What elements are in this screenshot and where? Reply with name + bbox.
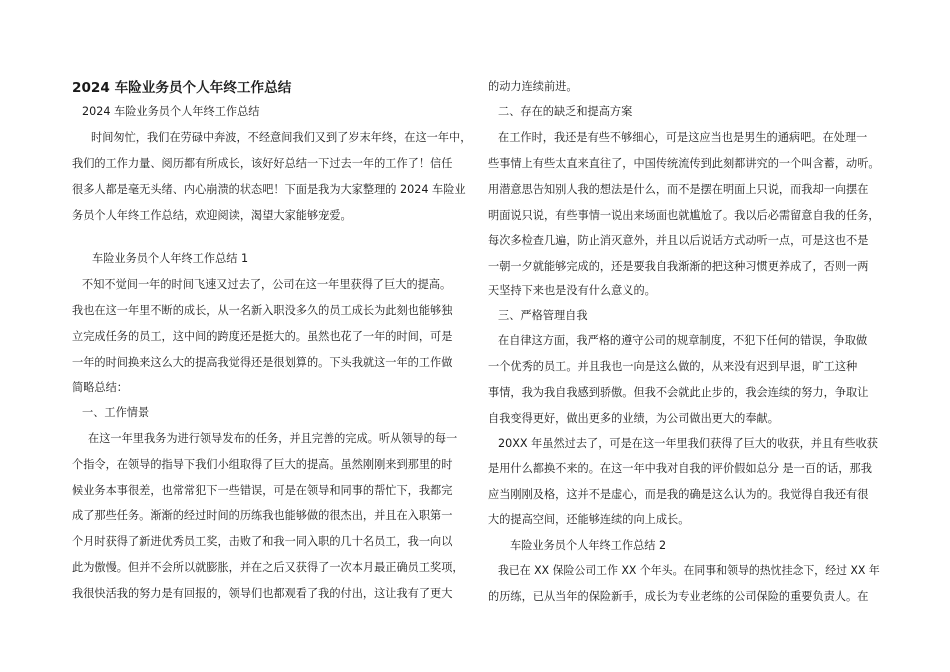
- paragraph-line: 自我变得更好，做出更多的业绩，为公司做出更大的奉献。: [488, 412, 779, 425]
- paragraph-line: 用潜意思告知别人我的想法是什么，而不是摆在明面上只说，而我却一向摆在: [488, 183, 869, 196]
- paragraph-line: 简略总结：: [72, 381, 128, 394]
- paragraph-line: 候业务本事很差，也常常犯下一些错误，可是在领导和同事的帮忙下，我都完: [72, 484, 453, 497]
- section-heading: 车险业务员个人年终工作总结 1: [92, 252, 249, 265]
- paragraph-line: 时间匆忙，我们在劳碌中奔波，不经意间我们又到了岁末年终，在这一年中，: [91, 131, 472, 144]
- paragraph-line: 每次多检查几遍，防止消灭意外，并且以后说话方式动听一点，可是这也不是: [488, 234, 869, 247]
- paragraph-line: 明面说只说，有些事情一说出来场面也就尴尬了。我以后必需留意自我的任务，: [488, 209, 880, 222]
- section-heading: 车险业务员个人年终工作总结 2: [510, 539, 667, 552]
- paragraph-line: 事情，我为我自我感到骄傲。但我不会就此止步的，我会连续的努力，争取让: [488, 386, 869, 399]
- paragraph-line: 的历练，已从当年的保险新手，成长为专业老练的公司保险的重要负责人。在: [488, 590, 869, 603]
- paragraph-line: 的动力连续前进。: [488, 80, 578, 93]
- paragraph-line: 在工作时，我还是有些不够细心，可是这应当也是男生的通病吧。在处理一: [498, 131, 868, 144]
- paragraph-line: 在自律这方面，我严格的遵守公司的规章制度，不犯下任何的错误，争取做: [498, 334, 868, 347]
- section-heading: 三、严格管理自我: [498, 309, 588, 322]
- section-heading: 一、工作情景: [82, 406, 150, 419]
- paragraph-line: 一个优秀的员工。并且我也一向是这么做的，从来没有迟到早退，旷工这种: [488, 360, 858, 373]
- paragraph-line: 20XX 年虽然过去了，可是在这一年里我们获得了巨大的收获，并且有些收获: [498, 437, 878, 450]
- paragraph-line: 很多人都是毫无头绪、内心崩溃的状态吧！下面是我为大家整理的 2024 车险业: [72, 183, 466, 196]
- paragraph-line: 立完成任务的员工，这中间的跨度还是挺大的。虽然也花了一年的时间，可是: [72, 330, 453, 343]
- paragraph-line: 我也在这一年里不断的成长，从一名新入职没多久的员工成长为此刻也能够独: [72, 304, 453, 317]
- document-title: 2024 车险业务员个人年终工作总结: [72, 80, 292, 96]
- paragraph-line: 一年的时间换来这么大的提高我觉得还是很划算的。下头我就这一年的工作做: [72, 356, 453, 369]
- subtitle-line: 2024 车险业务员个人年终工作总结: [82, 105, 260, 118]
- paragraph-line: 在这一年里我务为进行领导发布的任务，并且完善的完成。听从领导的每一: [88, 432, 458, 445]
- paragraph-line: 个月时获得了新进优秀员工奖，击败了和我一同入职的几十名员工，我一向以: [72, 535, 453, 548]
- paragraph-line: 我们的工作力量、阅历都有所成长，该好好总结一下过去一年的工作了！信任: [72, 157, 453, 170]
- paragraph-line: 一朝一夕就能够完成的，还是要我自我渐渐的把这种习惯更养成了，否则一两: [488, 260, 869, 273]
- paragraph-line: 不知不觉间一年的时间飞速又过去了，公司在这一年里获得了巨大的提高。: [82, 278, 452, 291]
- paragraph-line: 务员个人年终工作总结，欢迎阅读，渴望大家能够宠爱。: [72, 209, 352, 222]
- paragraph-line: 大的提高空间，还能够连续的向上成长。: [488, 513, 690, 526]
- paragraph-line: 此为傲慢。但并不会所以就膨胀，并在之后又获得了一次本月最正确员工奖项，: [72, 561, 464, 574]
- paragraph-line: 我很快活我的努力是有回报的，领导们也都观看了我的付出，这让我有了更大: [72, 587, 453, 600]
- paragraph-line: 应当刚刚及格，这并不是虚心，而是我的确是这么认为的。我觉得自我还有很: [488, 488, 869, 501]
- paragraph-line: 天坚持下来也是没有什么意义的。: [488, 284, 656, 297]
- paragraph-line: 些事情上有些太直来直往了，中国传统流传到此刻都讲究的一个叫含蓄，动听。: [488, 157, 880, 170]
- paragraph-line: 个指令，在领导的指导下我们小组取得了巨大的提高。虽然刚刚来到那里的时: [72, 458, 453, 471]
- section-heading: 二、存在的缺乏和提高方案: [498, 105, 633, 118]
- paragraph-line: 我已在 XX 保险公司工作 XX 个年头。在同事和领导的热忱挂念下，经过 XX 年: [498, 564, 880, 577]
- paragraph-line: 成了那些任务。渐渐的经过时间的历练我也能够做的很杰出，并且在入职第一: [72, 509, 453, 522]
- paragraph-line: 是用什么都换不来的。在这一年中我对自我的评价假如总分 是一百的话，那我: [488, 462, 872, 475]
